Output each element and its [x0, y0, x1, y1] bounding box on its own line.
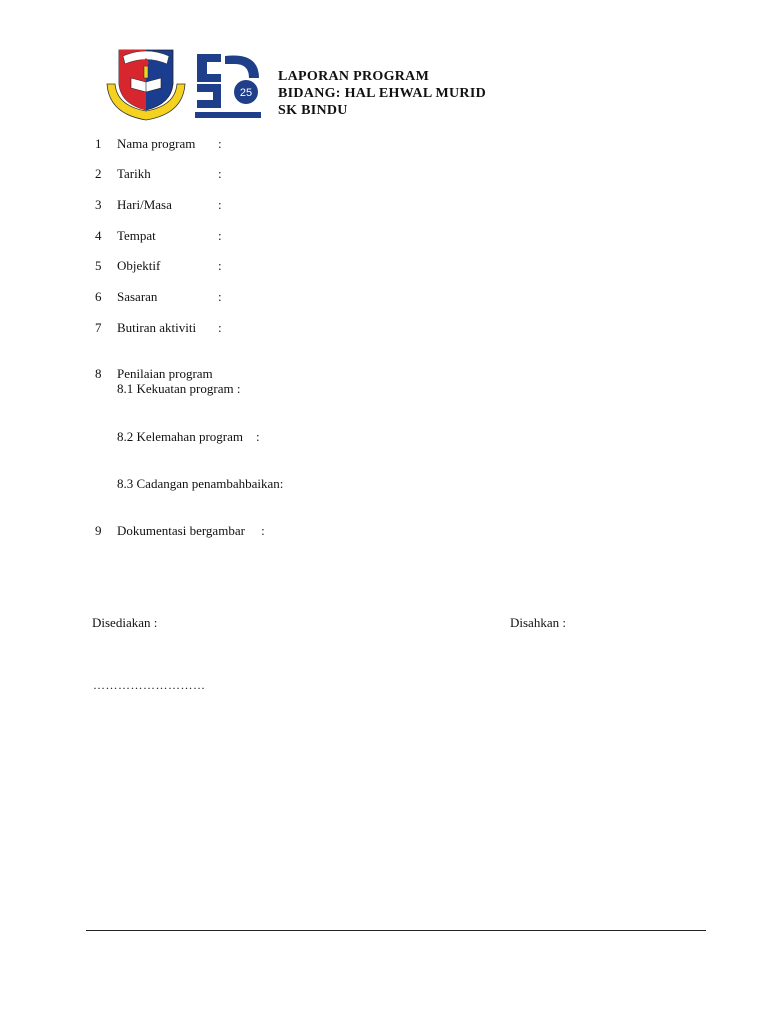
row-colon: : [218, 166, 222, 181]
evaluation-weaknesses: 8.2 Kelemahan program : [117, 429, 260, 444]
signature-line: ……………………… [93, 678, 206, 692]
row-number: 4 [95, 228, 102, 243]
row-number: 6 [95, 289, 102, 304]
row-number: 1 [95, 136, 102, 151]
kssr-number: 25 [239, 87, 253, 99]
title-line-3: SK BINDU [278, 103, 348, 118]
row-colon: : [218, 228, 222, 243]
row-colon: : [218, 136, 222, 151]
approved-by-label: Disahkan : [510, 615, 566, 630]
row-number: 5 [95, 258, 102, 273]
row-colon: : [218, 197, 222, 212]
school-crest-logo [105, 44, 187, 122]
row-label: Tempat [117, 228, 156, 243]
row-number: 8 [95, 366, 102, 381]
row-number: 2 [95, 166, 102, 181]
row-label: Penilaian program [117, 366, 213, 381]
row-colon: : [218, 289, 222, 304]
prepared-by-label: Disediakan : [92, 615, 158, 630]
row-number: 3 [95, 197, 102, 212]
row-label: Hari/Masa [117, 197, 172, 212]
row-colon: : [218, 258, 222, 273]
report-title [278, 68, 486, 119]
evaluation-strengths: 8.1 Kekuatan program : [117, 381, 241, 396]
kssr-25-logo [191, 48, 265, 122]
row-label: Tarikh [117, 166, 151, 181]
header-logos [105, 44, 265, 124]
row-label: Dokumentasi bergambar : [117, 523, 265, 538]
evaluation-suggestions: 8.3 Cadangan penambahbaikan: [117, 476, 284, 491]
row-number: 7 [95, 320, 102, 335]
row-label: Butiran aktiviti [117, 320, 197, 335]
title-line-2: BIDANG: HAL EHWAL MURID [278, 86, 486, 101]
row-number: 9 [95, 523, 102, 538]
row-label: Sasaran [117, 289, 158, 304]
row-label: Objektif [117, 258, 161, 273]
row-colon: : [218, 320, 222, 335]
row-label: Nama program [117, 136, 196, 151]
title-line-1: LAPORAN PROGRAM [278, 69, 430, 84]
footer-divider [86, 930, 706, 931]
